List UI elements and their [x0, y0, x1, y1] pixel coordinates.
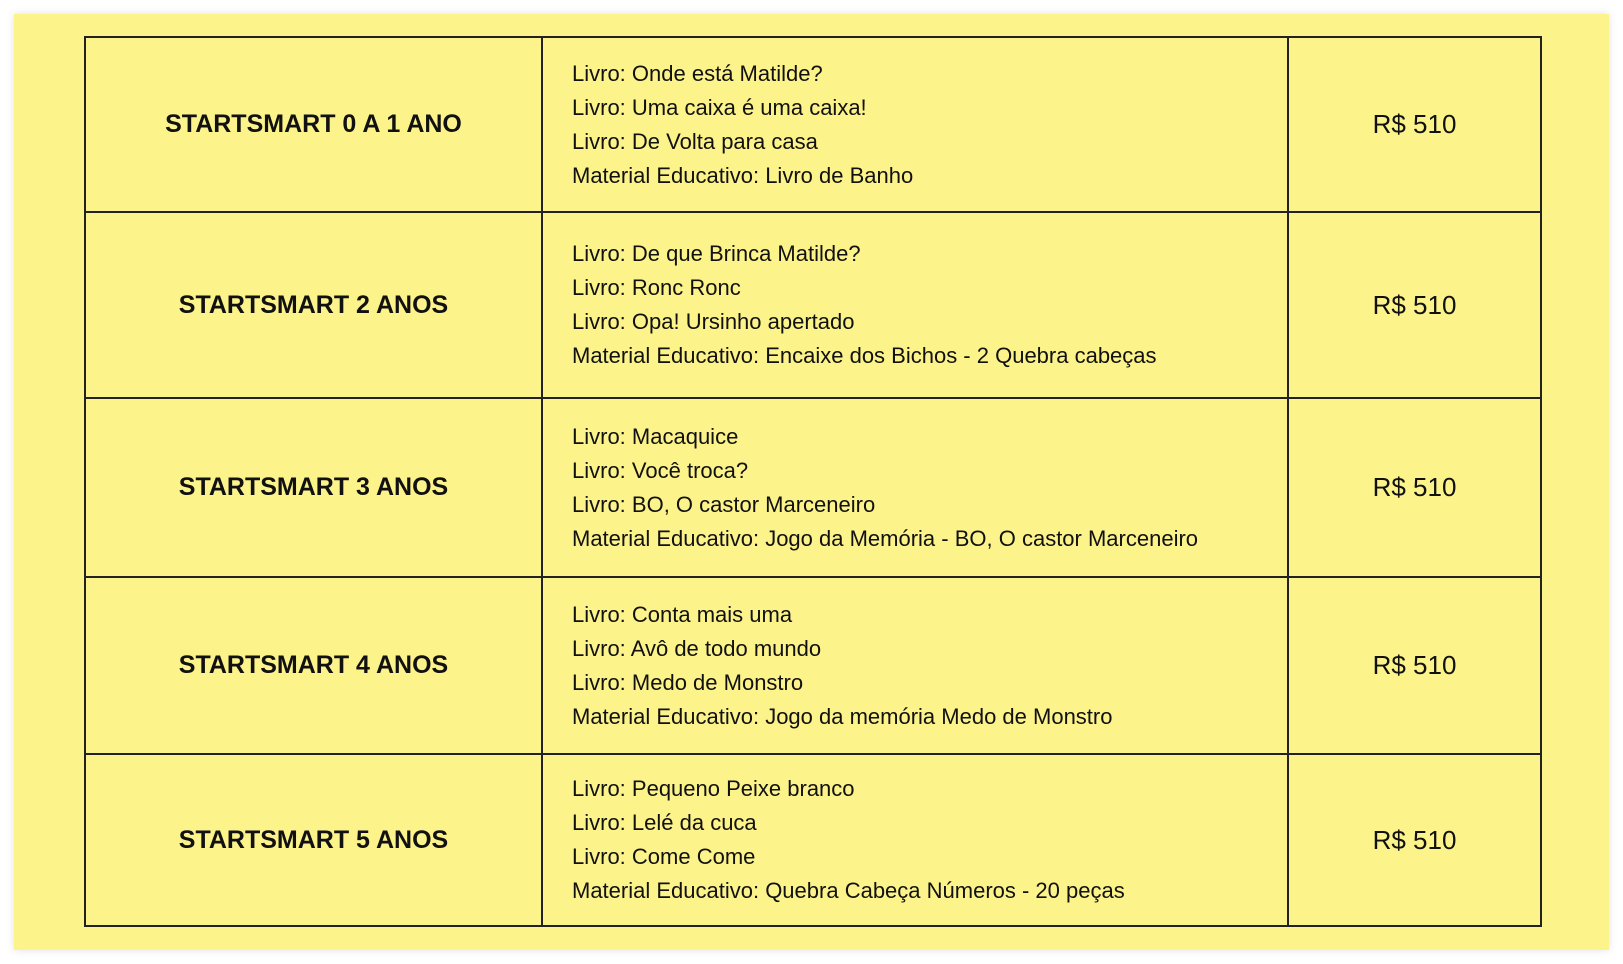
- kit-item: Livro: Macaquice: [572, 423, 739, 449]
- kit-item: Livro: Onde está Matilde?: [572, 60, 823, 86]
- kit-item: Livro: Uma caixa é uma caixa!: [572, 94, 867, 120]
- kit-items: [542, 212, 1288, 398]
- kit-item: Material Educativo: Quebra Cabeça Números - 20 peças: [572, 878, 1125, 903]
- kit-price: R$ 510: [1288, 398, 1541, 577]
- kit-item: Livro: Medo de Monstro: [572, 669, 804, 695]
- kit-item: Material Educativo: Livro de Banho: [572, 162, 914, 188]
- kit-item: Livro: Você troca?: [572, 457, 749, 483]
- kit-items: [542, 577, 1288, 754]
- kit-price: R$ 510: [1288, 754, 1541, 926]
- document-page: [14, 14, 1609, 950]
- kit-item: Livro: Avô de todo mundo: [572, 635, 822, 661]
- kit-price: R$ 510: [1288, 212, 1541, 398]
- kit-item: Livro: Come Come: [572, 844, 756, 869]
- table-row: [85, 37, 1541, 212]
- kit-name: STARTSMART 4 ANOS: [85, 577, 542, 754]
- table-row: [85, 212, 1541, 398]
- kit-name: STARTSMART 3 ANOS: [85, 398, 542, 577]
- table-row: [85, 754, 1541, 926]
- kit-item: Livro: Conta mais uma: [572, 601, 793, 627]
- kit-item: Livro: Ronc Ronc: [572, 275, 741, 300]
- table-row: [85, 398, 1541, 577]
- kit-item: Material Educativo: Jogo da Memória - BO, O castor Marceneiro: [572, 525, 1199, 551]
- kit-items: [542, 398, 1288, 577]
- kit-item: Livro: De que Brinca Matilde?: [572, 241, 861, 266]
- kit-items: [542, 754, 1288, 926]
- kit-price: R$ 510: [1288, 37, 1541, 212]
- kit-name: STARTSMART 0 A 1 ANO: [85, 37, 542, 212]
- kit-item: Material Educativo: Encaixe dos Bichos - 2 Quebra cabeças: [572, 343, 1157, 368]
- kit-item: Material Educativo: Jogo da memória Medo de Monstro: [572, 703, 1113, 729]
- table-row: [85, 577, 1541, 754]
- kit-name: STARTSMART 5 ANOS: [85, 754, 542, 926]
- kit-item: Livro: Pequeno Peixe branco: [572, 776, 855, 801]
- kit-item: Livro: Lelé da cuca: [572, 810, 757, 835]
- kits-table: [84, 36, 1542, 927]
- kit-price: R$ 510: [1288, 577, 1541, 754]
- kit-item: Livro: Opa! Ursinho apertado: [572, 309, 855, 334]
- kit-item: Livro: De Volta para casa: [572, 128, 818, 154]
- kit-items: [542, 37, 1288, 212]
- kit-item: Livro: BO, O castor Marceneiro: [572, 491, 876, 517]
- kit-name: STARTSMART 2 ANOS: [85, 212, 542, 398]
